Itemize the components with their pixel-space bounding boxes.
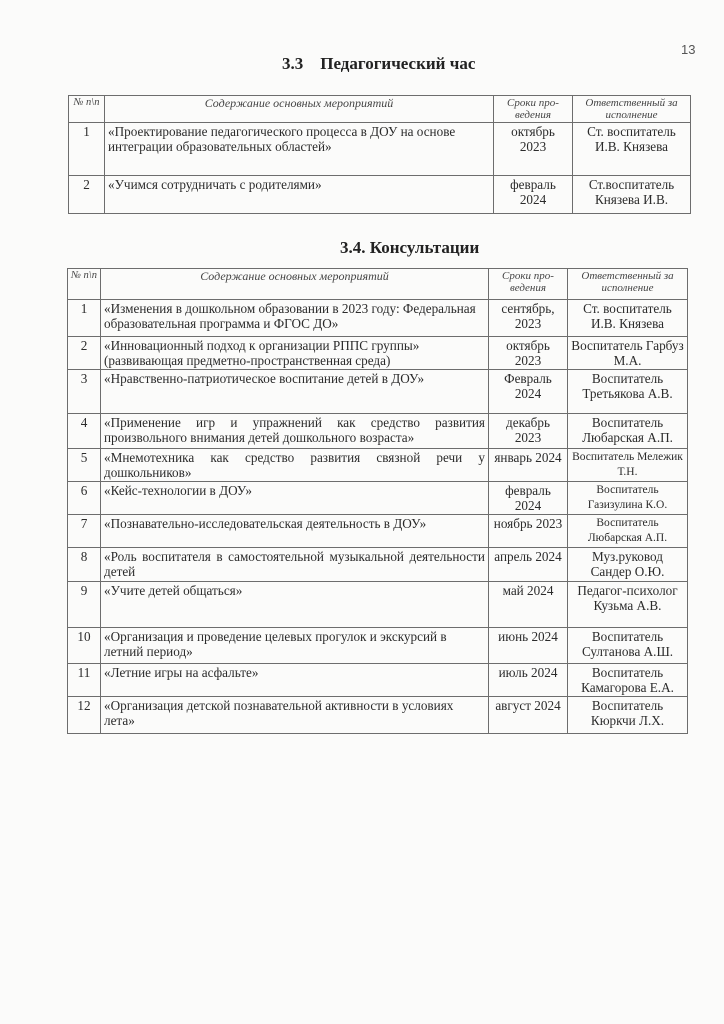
row-number: 4: [68, 414, 101, 449]
row-number: 3: [68, 370, 101, 414]
row-number: 2: [69, 176, 105, 214]
row-date: Февраль 2024: [489, 370, 568, 414]
header-content: Содержание основных мероприятий: [101, 269, 489, 300]
row-date: ноябрь 2023: [489, 515, 568, 548]
row-content: «Организация детской познавательной активности в условиях лета»: [101, 697, 489, 734]
row-responsible: Муз.руковод Сандер О.Ю.: [568, 548, 688, 582]
pedagogical-hour-table: [68, 95, 691, 214]
row-responsible: Воспитатель Газизулина К.О.: [568, 482, 688, 515]
table-row: [68, 548, 688, 582]
table-row: [68, 370, 688, 414]
row-content: «Применение игр и упражнений как средство развития произвольного внимания детей дошкольного возраста»: [101, 414, 489, 449]
row-date: июнь 2024: [489, 628, 568, 664]
row-number: 12: [68, 697, 101, 734]
row-number: 9: [68, 582, 101, 628]
row-responsible: Воспитатель Мележик Т.Н.: [568, 449, 688, 482]
row-content: «Нравственно-патриотическое воспитание детей в ДОУ»: [101, 370, 489, 414]
header-num: № п\п: [69, 96, 105, 123]
row-date: февраль 2024: [489, 482, 568, 515]
header-content: Содержание основных мероприятий: [105, 96, 494, 123]
row-number: 6: [68, 482, 101, 515]
row-number: 8: [68, 548, 101, 582]
row-responsible: Ст.воспитатель Князева И.В.: [573, 176, 691, 214]
row-number: 2: [68, 337, 101, 370]
row-content: «Учите детей общаться»: [101, 582, 489, 628]
row-date: август 2024: [489, 697, 568, 734]
row-date: январь 2024: [489, 449, 568, 482]
row-date: октябрь 2023: [494, 123, 573, 176]
row-responsible: Воспитатель Кюркчи Л.Х.: [568, 697, 688, 734]
section-title-consultations: 3.4. Консультации: [340, 238, 480, 257]
row-responsible: Воспитатель Любарская А.П.: [568, 414, 688, 449]
row-responsible: Ст. воспитатель И.В. Князева: [573, 123, 691, 176]
section-title-pedagogical-hour: 3.3 Педагогический час: [282, 54, 476, 73]
table-row: [69, 123, 691, 176]
page-number: 13: [681, 42, 696, 57]
table-row: [68, 337, 688, 370]
table-row: [68, 449, 688, 482]
header-responsible: Ответственный за исполнение: [568, 269, 688, 300]
row-content: «Инновационный подход к организации РППС группы» (развивающая предметно-пространственная среда): [101, 337, 489, 370]
row-responsible: Воспитатель Султанова А.Ш.: [568, 628, 688, 664]
table-row: [68, 482, 688, 515]
row-number: 5: [68, 449, 101, 482]
row-date: июль 2024: [489, 664, 568, 697]
header-date: Сроки про-ведения: [494, 96, 573, 123]
row-responsible: Воспитатель Камагорова Е.А.: [568, 664, 688, 697]
table-header-row: [69, 96, 691, 123]
table-row: [68, 582, 688, 628]
table-row: [68, 414, 688, 449]
row-responsible: Ст. воспитатель И.В. Князева: [568, 300, 688, 337]
row-content: «Роль воспитателя в самостоятельной музыкальной деятельности детей: [101, 548, 489, 582]
row-responsible: Воспитатель Третьякова А.В.: [568, 370, 688, 414]
row-content: «Мнемотехника как средство развития связной речи у дошкольников»: [101, 449, 489, 482]
row-date: апрель 2024: [489, 548, 568, 582]
row-content: «Учимся сотрудничать с родителями»: [105, 176, 494, 214]
row-date: май 2024: [489, 582, 568, 628]
row-content: «Проектирование педагогического процесса в ДОУ на основе интеграции образовательных областей»: [105, 123, 494, 176]
row-responsible: Воспитатель Любарская А.П.: [568, 515, 688, 548]
row-responsible: Педагог-психолог Кузьма А.В.: [568, 582, 688, 628]
header-date: Сроки про-ведения: [489, 269, 568, 300]
row-content: «Кейс-технологии в ДОУ»: [101, 482, 489, 515]
row-number: 1: [69, 123, 105, 176]
table-row: [68, 300, 688, 337]
row-date: сентябрь, 2023: [489, 300, 568, 337]
table-header-row: [68, 269, 688, 300]
row-content: «Изменения в дошкольном образовании в 2023 году: Федеральная образовательная программа и ФГОС ДО»: [101, 300, 489, 337]
header-num: № п\п: [68, 269, 101, 300]
row-date: октябрь 2023: [489, 337, 568, 370]
header-responsible: Ответственный за исполнение: [573, 96, 691, 123]
table-row: [68, 515, 688, 548]
row-content: «Познавательно-исследовательская деятельность в ДОУ»: [101, 515, 489, 548]
row-date: декабрь 2023: [489, 414, 568, 449]
row-number: 11: [68, 664, 101, 697]
table-row: [68, 628, 688, 664]
row-number: 1: [68, 300, 101, 337]
row-content: «Летние игры на асфальте»: [101, 664, 489, 697]
table-row: [68, 697, 688, 734]
table-row: [68, 664, 688, 697]
table-row: [69, 176, 691, 214]
row-responsible: Воспитатель Гарбуз М.А.: [568, 337, 688, 370]
row-number: 7: [68, 515, 101, 548]
row-content: «Организация и проведение целевых прогулок и экскурсий в летний период»: [101, 628, 489, 664]
consultations-table: [67, 268, 688, 734]
row-number: 10: [68, 628, 101, 664]
row-date: февраль 2024: [494, 176, 573, 214]
